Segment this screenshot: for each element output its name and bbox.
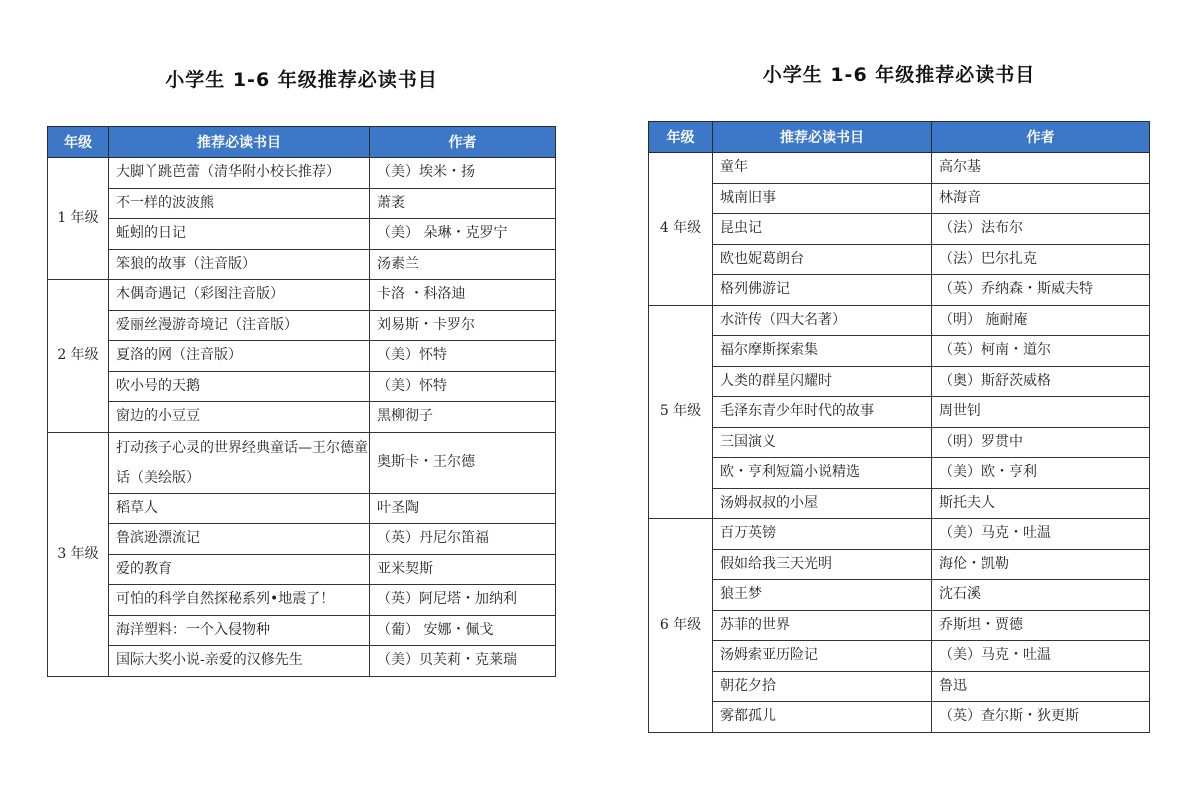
table-row: [649, 244, 1150, 275]
table-row: [649, 366, 1150, 397]
author-cell: 林海音: [932, 183, 1150, 214]
table-row: [48, 280, 556, 311]
table-row: [48, 188, 556, 219]
grade-cell: 5 年级: [649, 305, 713, 519]
table-row: [649, 305, 1150, 336]
book-title-cell: 童年: [713, 153, 932, 184]
author-cell: （美）马克・吐温: [932, 519, 1150, 550]
author-cell: 周世钊: [932, 397, 1150, 428]
book-title-cell: 百万英镑: [713, 519, 932, 550]
table-row: [649, 488, 1150, 519]
author-cell: （美） 朵琳・克罗宁: [370, 219, 556, 250]
author-cell: 汤素兰: [370, 249, 556, 280]
author-cell: 海伦・凯勒: [932, 549, 1150, 580]
right-sheet: [648, 57, 1150, 733]
table-row: [48, 615, 556, 646]
author-cell: （明） 施耐庵: [932, 305, 1150, 336]
author-cell: （美）怀特: [370, 341, 556, 372]
book-title-cell: 城南旧事: [713, 183, 932, 214]
author-cell: （明）罗贯中: [932, 427, 1150, 458]
table-row: [48, 249, 556, 280]
table-row: [48, 432, 556, 493]
author-cell: （美）贝芙莉・克莱瑞: [370, 646, 556, 677]
author-cell: （奥）斯舒茨威格: [932, 366, 1150, 397]
header-book: 推荐必读书目: [109, 127, 370, 158]
table-body: [48, 158, 556, 677]
author-cell: （法）巴尔扎克: [932, 244, 1150, 275]
book-title-cell: 大脚丫跳芭蕾（清华附小校长推荐）: [109, 158, 370, 189]
table-row: [649, 549, 1150, 580]
book-title-cell: 爱的教育: [109, 554, 370, 585]
table-row: [48, 493, 556, 524]
author-cell: 乔斯坦・贾德: [932, 610, 1150, 641]
book-title-cell: 稻草人: [109, 493, 370, 524]
left-sheet: [47, 58, 556, 677]
table-row: [649, 427, 1150, 458]
author-cell: （英）阿尼塔・加纳利: [370, 585, 556, 616]
table-row: [649, 671, 1150, 702]
page-title: 小学生 1-6 年级推荐必读书目: [762, 64, 1036, 86]
book-title-cell: 海洋塑料：一个入侵物种: [109, 615, 370, 646]
book-title-cell: 格列佛游记: [713, 275, 932, 306]
book-title-cell: 汤姆叔叔的小屋: [713, 488, 932, 519]
table-header-row: [649, 122, 1150, 153]
author-cell: 斯托夫人: [932, 488, 1150, 519]
author-cell: 亚米契斯: [370, 554, 556, 585]
author-cell: （英）查尔斯・狄更斯: [932, 702, 1150, 733]
table-row: [48, 219, 556, 250]
grade-cell: 1 年级: [48, 158, 109, 280]
table-row: [48, 371, 556, 402]
book-title-cell: 朝花夕拾: [713, 671, 932, 702]
table-body: [649, 153, 1150, 733]
author-cell: 高尔基: [932, 153, 1150, 184]
book-title-cell: 欧・亨利短篇小说精选: [713, 458, 932, 489]
author-cell: 刘易斯・卡罗尔: [370, 310, 556, 341]
grade-cell: 4 年级: [649, 153, 713, 306]
author-cell: （英）丹尼尔笛福: [370, 524, 556, 555]
book-title-cell: 欧也妮葛朗台: [713, 244, 932, 275]
grade-cell: 2 年级: [48, 280, 109, 433]
table-row: [649, 275, 1150, 306]
author-cell: 叶圣陶: [370, 493, 556, 524]
table-row: [48, 554, 556, 585]
table-row: [48, 310, 556, 341]
book-title-cell: 昆虫记: [713, 214, 932, 245]
book-table: [47, 126, 556, 677]
author-cell: （美）马克・吐温: [932, 641, 1150, 672]
book-title-cell: 笨狼的故事（注音版）: [109, 249, 370, 280]
header-book: 推荐必读书目: [713, 122, 932, 153]
header-grade: 年级: [649, 122, 713, 153]
book-table: [648, 121, 1150, 733]
page-title: 小学生 1-6 年级推荐必读书目: [165, 69, 438, 91]
author-cell: （美）怀特: [370, 371, 556, 402]
table-row: [48, 158, 556, 189]
grade-cell: 3 年级: [48, 432, 109, 676]
table-row: [48, 646, 556, 677]
author-cell: 萧袤: [370, 188, 556, 219]
table-row: [649, 519, 1150, 550]
book-title-cell: 夏洛的网（注音版）: [109, 341, 370, 372]
author-cell: （英）柯南・道尔: [932, 336, 1150, 367]
table-row: [649, 153, 1150, 184]
author-cell: 卡洛 ・科洛迪: [370, 280, 556, 311]
author-cell: （葡） 安娜・佩戈: [370, 615, 556, 646]
book-title-cell: 蚯蚓的日记: [109, 219, 370, 250]
book-title-cell: 假如给我三天光明: [713, 549, 932, 580]
book-title-cell: 吹小号的天鹅: [109, 371, 370, 402]
book-title-cell: 鲁滨逊漂流记: [109, 524, 370, 555]
author-cell: 奥斯卡・王尔德: [370, 432, 556, 493]
author-cell: （法）法布尔: [932, 214, 1150, 245]
author-cell: 黑柳彻子: [370, 402, 556, 433]
book-title-cell: 狼王梦: [713, 580, 932, 611]
book-title-cell: 打动孩子心灵的世界经典童话—王尔德童话（美绘版）: [109, 432, 370, 493]
book-title-cell: 国际大奖小说-亲爱的汉修先生: [109, 646, 370, 677]
author-cell: （美）欧・亨利: [932, 458, 1150, 489]
book-title-cell: 不一样的波波熊: [109, 188, 370, 219]
header-author: 作者: [370, 127, 556, 158]
table-row: [48, 402, 556, 433]
table-row: [649, 336, 1150, 367]
table-row: [649, 641, 1150, 672]
book-title-cell: 人类的群星闪耀时: [713, 366, 932, 397]
header-author: 作者: [932, 122, 1150, 153]
table-row: [649, 610, 1150, 641]
table-row: [649, 580, 1150, 611]
table-row: [48, 524, 556, 555]
author-cell: （英）乔纳森・斯威夫特: [932, 275, 1150, 306]
book-title-cell: 水浒传（四大名著）: [713, 305, 932, 336]
header-grade: 年级: [48, 127, 109, 158]
author-cell: 沈石溪: [932, 580, 1150, 611]
book-title-cell: 雾都孤儿: [713, 702, 932, 733]
book-title-cell: 苏菲的世界: [713, 610, 932, 641]
table-row: [48, 341, 556, 372]
author-cell: 鲁迅: [932, 671, 1150, 702]
author-cell: （美）埃米・扬: [370, 158, 556, 189]
table-row: [649, 458, 1150, 489]
grade-cell: 6 年级: [649, 519, 713, 733]
book-title-cell: 汤姆索亚历险记: [713, 641, 932, 672]
book-title-cell: 木偶奇遇记（彩图注音版）: [109, 280, 370, 311]
table-row: [649, 214, 1150, 245]
table-row: [649, 183, 1150, 214]
book-title-cell: 爱丽丝漫游奇境记（注音版）: [109, 310, 370, 341]
table-row: [649, 702, 1150, 733]
book-title-cell: 窗边的小豆豆: [109, 402, 370, 433]
book-title-cell: 可怕的科学自然探秘系列•地震了！: [109, 585, 370, 616]
book-title-cell: 福尔摩斯探索集: [713, 336, 932, 367]
table-header-row: [48, 127, 556, 158]
book-title-cell: 三国演义: [713, 427, 932, 458]
book-title-cell: 毛泽东青少年时代的故事: [713, 397, 932, 428]
table-row: [649, 397, 1150, 428]
table-row: [48, 585, 556, 616]
